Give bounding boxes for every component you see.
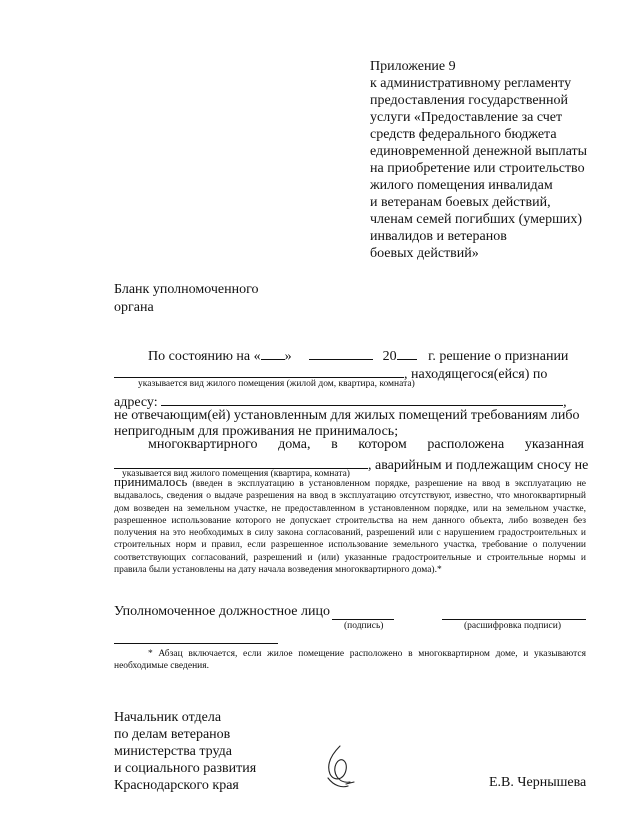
date-prefix: По состоянию на « bbox=[148, 349, 261, 364]
signature-hint: (подпись) bbox=[344, 621, 384, 631]
not-accepted-paragraph bbox=[114, 476, 586, 576]
appendix-line: Приложение 9 bbox=[370, 59, 456, 74]
appendix-line: и ветеранам боевых действий, bbox=[370, 195, 551, 210]
not-accepted-lead: принималось bbox=[114, 474, 188, 489]
date-quote: » bbox=[284, 349, 292, 364]
address-field[interactable] bbox=[161, 391, 563, 406]
address-comma: , bbox=[563, 395, 567, 410]
emergency-text: , аварийным и подлежащим сносу не bbox=[368, 458, 589, 473]
blank-label bbox=[114, 281, 259, 317]
housing-type-field[interactable] bbox=[114, 363, 404, 378]
handwritten-signature bbox=[318, 742, 366, 792]
appendix-line: единовременной денежной выплаты bbox=[370, 144, 588, 159]
signature-line[interactable] bbox=[332, 619, 394, 620]
signature-decode-line[interactable] bbox=[442, 619, 586, 620]
appendix-line: к административному регламенту bbox=[370, 76, 572, 91]
appendix-line: жилого помещения инвалидам bbox=[370, 178, 553, 193]
date-line bbox=[148, 345, 568, 365]
signatory-line: и социального развития bbox=[114, 761, 257, 776]
official-label: Уполномоченное должностное лицо bbox=[114, 604, 330, 619]
blank-label-line: органа bbox=[114, 300, 154, 315]
apartment-type-field[interactable] bbox=[114, 454, 368, 469]
apartment-type-hint: указывается вид жилого помещения (квартира, комната) bbox=[122, 469, 350, 479]
located-text: , находящегося(ейся) по bbox=[404, 367, 548, 382]
signatory-title bbox=[114, 709, 256, 794]
appendix-line: членам семей погибших (умерших) bbox=[370, 212, 583, 227]
decision-text: г. решение о признании bbox=[428, 349, 569, 364]
year-field[interactable] bbox=[397, 345, 417, 360]
signatory-line: Краснодарского края bbox=[114, 778, 239, 793]
appendix-line: услуги «Предоставление за счет bbox=[370, 110, 563, 125]
year-prefix: 20 bbox=[382, 349, 397, 364]
apartment-building-text: многоквартирного дома, в котором расположена указанная bbox=[148, 437, 584, 452]
signatory-name: Е.В. Чернышева bbox=[489, 775, 587, 790]
address-label: адресу: bbox=[114, 395, 158, 410]
signatory-line: министерства труда bbox=[114, 744, 232, 759]
signatory-line: Начальник отдела bbox=[114, 710, 222, 725]
appendix-line: средств федерального бюджета bbox=[370, 127, 557, 142]
unfit-text: непригодным для проживания не принималось; bbox=[114, 424, 399, 439]
month-field[interactable] bbox=[309, 345, 373, 360]
appendix-header bbox=[370, 58, 620, 262]
appendix-line: боевых действий» bbox=[370, 246, 479, 261]
appendix-line: на приобретение или строительство bbox=[370, 161, 585, 176]
housing-type-hint: указывается вид жилого помещения (жилой дом, квартира, комната) bbox=[138, 379, 415, 389]
appendix-line: предоставления государственной bbox=[370, 93, 569, 108]
signature-decode-hint: (расшифровка подписи) bbox=[464, 621, 561, 631]
signatory-line: по делам ветеранов bbox=[114, 727, 231, 742]
footnote-separator bbox=[114, 643, 278, 644]
not-accepted-details: (введен в эксплуатацию в установленном порядке, разрешение на ввод в эксплуатацию не выдавалось, сведения о выдаче разрешения на ввод в эксплуатацию отсутствуют, известно, что многоквартирный дом возведен на земельном участке, не предоставленном в установленном порядке, или на земельном участке, разрешенное использование которого не допускает строительства на нем данного объекта, либо возведен без получения на это необходимых в силу закона согласований, разрешений или с нарушением градостроительных и строительных норм и правил, если разрешенное использование земельного участка, требование о получении соответствующих согласований, разрешений и (или) указанные градостроительные и строительные нормы и правила были установлены на дату начала возведения многоквартирного дома).* bbox=[114, 479, 586, 576]
day-field[interactable] bbox=[261, 345, 285, 360]
blank-label-line: Бланк уполномоченного bbox=[114, 282, 259, 297]
footnote: * Абзац включается, если жилое помещение расположено в многоквартирном доме, и указываются необходимые сведения. bbox=[114, 649, 586, 672]
requirements-text: не отвечающим(ей) установленным для жилых помещений требованиям либо bbox=[114, 408, 580, 423]
appendix-line: инвалидов и ветеранов bbox=[370, 229, 507, 244]
